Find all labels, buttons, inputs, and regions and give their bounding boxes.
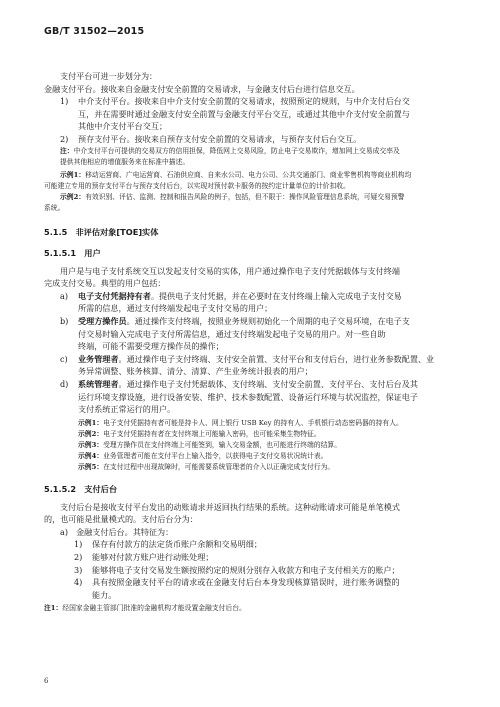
list-item: 2) 能够对付款方账户进行动账处理； (74, 552, 214, 563)
paragraph: 金融支付平台。接收来自金融支付安全前置的交易请求，与金融支付后台进行信息交互。 (44, 83, 360, 94)
example: 示例2：有效识别、评估、监测、控制和报告风险的例子，包括，但不限于：操作风险管理信息系统，可疑交易预警 系统。 (44, 192, 405, 212)
subsection-heading: 5.1.5.2 支付后台 (44, 483, 118, 494)
section-heading: 5.1.5 非评估对象[TOE]实体 (44, 226, 159, 237)
list-item: 1) 中介支付平台。接收来自中介支付安全前置的交易请求，按照预定的规则，与中介支付后台交 互，并在需要时通过金融支付安全前置与金融支付平台交互，或通过其他中介支付安全前置与 其他中介支付平台交互； (60, 96, 410, 132)
subsection-heading: 5.1.5.1 用户 (44, 247, 101, 258)
list-item: c) 业务管理者。通过操作电子支付终端、支付安全前置、支付平台和支付后台，进行业务参数配置、业 务异常调整、账务核算、清分、清算、产生业务统计报表的用户； (60, 353, 435, 377)
example: 示例1：移动运营商、广电运营商、石油供应商、自来水公司、电力公司、公共交通部门、商业零售机构等商业机构均 可能建立专用的预存支付平台与预存支付后台，以实现对预付款卡服务的按约定计量单位的计价扣收。 (44, 170, 412, 190)
example: 示例4：业务管理者可能在支付平台上输入指令，以获得电子支付交易状况统计表。 (78, 451, 328, 460)
list-item: d) 系统管理者。通过操作电子支付凭据载体、支付终端、支付安全前置、支付平台、支付后台及其 运行环境支撑设施，进行设备安装、维护、技术参数配置、设备运行环境与状况监控，保证电子 支付系统正常运行的用户。 (60, 378, 418, 415)
example-list (44, 418, 458, 473)
paragraph: 支付后台是接收支付平台发出的动账请求并返回执行结果的系统。这种动账请求可能是单笔模式 的，也可能是批量模式的。支付后台分为： (44, 501, 400, 525)
note: 注：中介支付平台可提供的交易双方的信用担保，降低网上交易风险，防止电子交易欺诈，增加网上交易成交率及 提供其他相应的增值服务来在标准中描述。 (60, 146, 400, 166)
page-content (44, 70, 458, 614)
page-number: 6 (44, 677, 49, 685)
note: 注1：经国家金融主管部门批准的金融机构才能设置金融支付后台。 (44, 604, 246, 613)
list-item: b) 受理方操作员。通过操作支付终端，按照业务规则初始化一个周期的电子交易环境，在电子支 付交易时输入完成电子支付所需信息，通过支付终端发起电子交易的用户。对一些自助 终端，可能不需要受理方操作员的操作； (60, 315, 410, 352)
example: 示例5：在支付过程中出现故障时，可能需要系统管理者的介入以正确完成支付行为。 (78, 462, 335, 471)
paragraph: 支付平台可进一步划分为： (60, 71, 158, 81)
paragraph: 用户是与电子支付系统交互以发起支付交易的实体，用户通过操作电子支付凭据载体与支付终端 完成支付交易。典型的用户包括： (44, 265, 400, 289)
standard-number-header: GB/T 31502—2015 (44, 26, 145, 37)
list-item: 3) 能够将电子支付交易发生额按照约定的规则分别存入收款方和电子支付相关方的账户； (74, 564, 400, 575)
list-item: a) 电子支付凭据持有者。提供电子支付凭据，并在必要时在支付终端上输入完成电子支付交易 所需的信息，通过支付终端发起电子支付交易的用户； (60, 290, 402, 314)
list-item: a) 金融支付后台。其特征为： (60, 526, 174, 537)
example: 示例3：受理方操作员在支付终端上可能签到，输入交易金额，也可能进行终端的结算。 (78, 440, 342, 449)
example: 示例1：电子支付凭据持有者可能是持卡人、网上银行 USB Key 的持有人、手机银行动态密码器的持有人。 (78, 418, 403, 427)
list-item: 4) 具有按照金融支付平台的请求或在金融支付后台本身发现核算错误时，进行账务调整的 能力。 (74, 577, 400, 600)
example: 示例2：电子支付凭据持有者在支付终端上可能输入密码，也可能采集生物特征。 (78, 429, 321, 438)
list-item: 2) 预存支付平台。接收来自预存支付安全前置的交易请求，与预存支付后台交互。 (60, 133, 362, 144)
list-item: 1) 保存有付款方的法定货币账户余额和交易明细； (74, 539, 262, 550)
